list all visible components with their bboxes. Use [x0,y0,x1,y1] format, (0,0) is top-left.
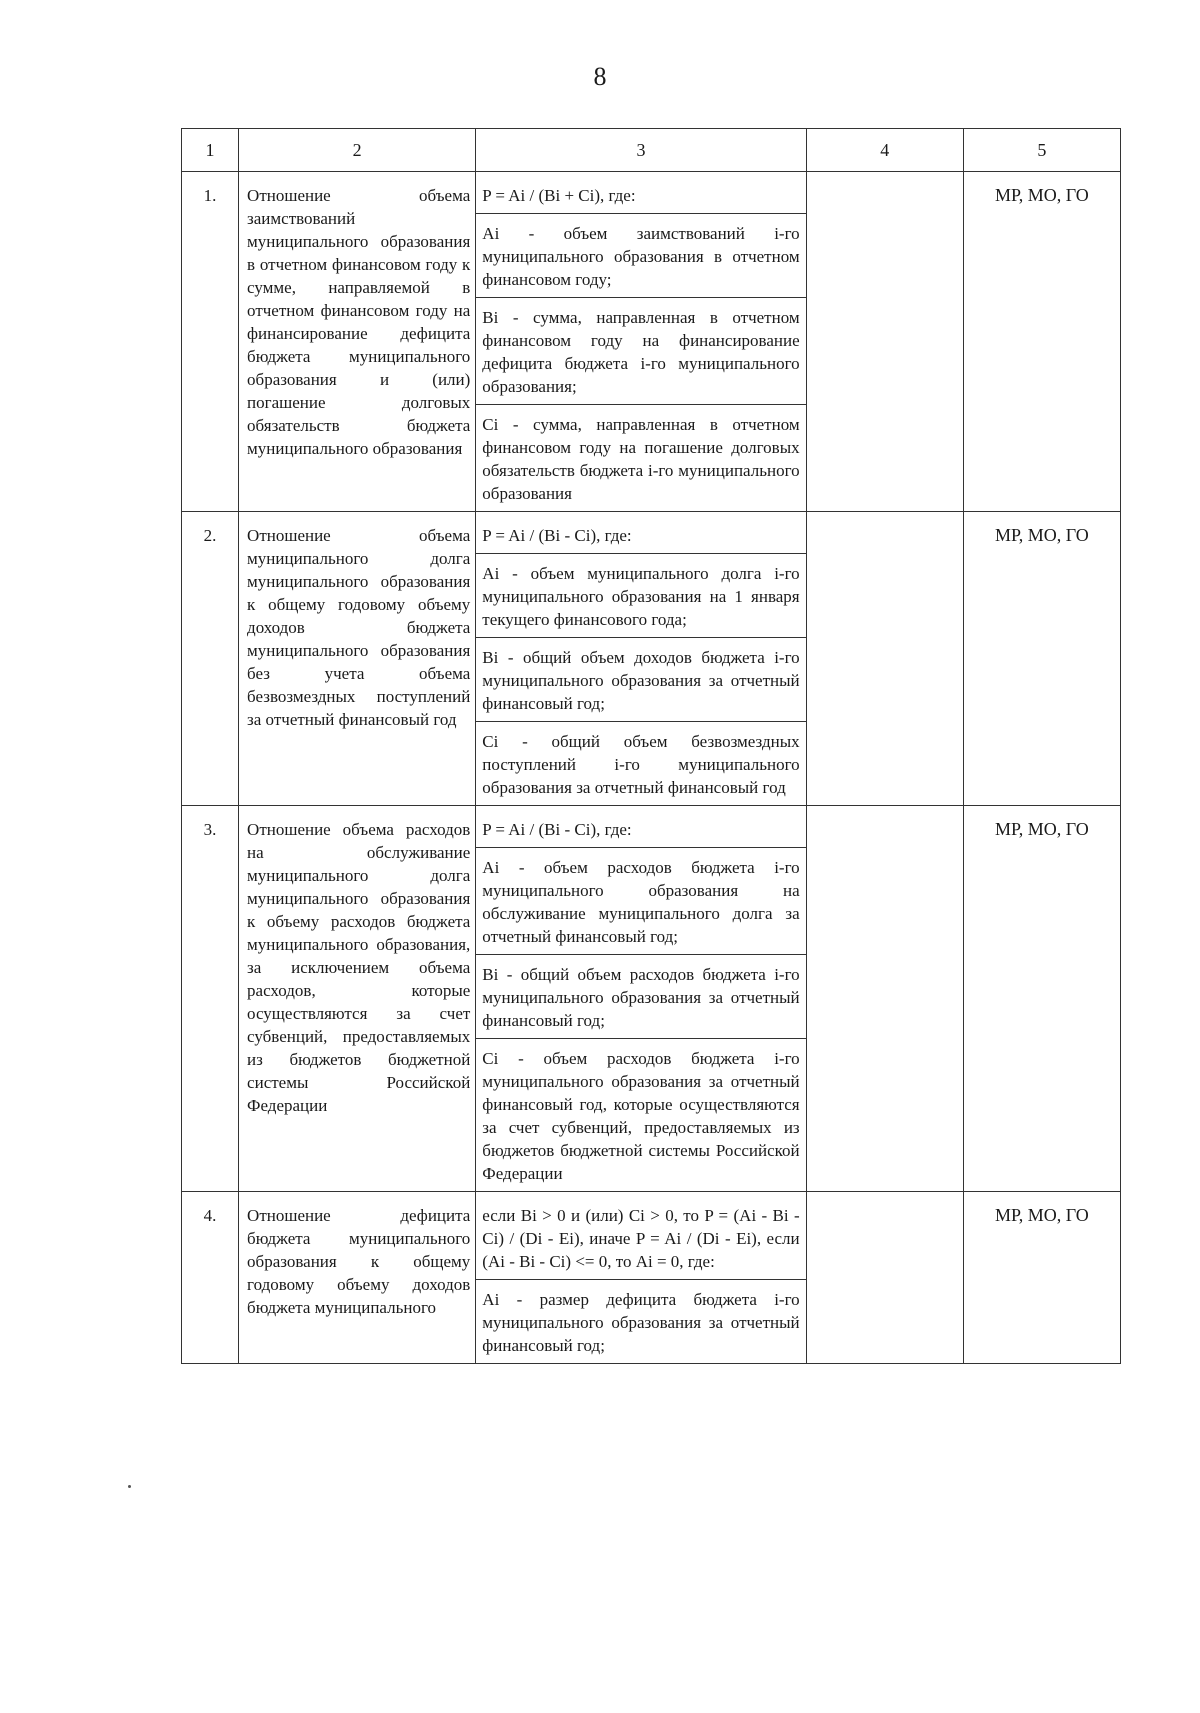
formula-cell [476,1192,806,1364]
formula-text: P = Ai / (Bi - Ci), где: [476,806,805,848]
table-row [182,1192,1121,1364]
variable-definition: Ci - общий объем безвозмездных поступлений i-го муниципального образования за отчетный финансовый год [482,732,800,797]
table-row [182,172,1121,512]
variable-definition: Bi - сумма, направленная в отчетном финансовом году на финансирование дефицита бюджета i-го муниципального образования; [476,298,805,405]
header-col-2: 2 [239,129,476,172]
variable-definition: Bi - общий объем расходов бюджета i-го муниципального образования за отчетный финансовый год; [476,955,805,1039]
indicator-name: Отношение объема муниципального долга муниципального образования к общему годовому объему доходов бюджета муниципального образования без учета объема безвозмездных поступлений за отчетный финансовый год [239,512,476,806]
row-number: 3. [182,806,239,1192]
formula-cell [476,512,806,806]
col4-cell [806,806,963,1192]
col4-cell [806,1192,963,1364]
indicator-name: Отношение дефицита бюджета муниципального образования к общему годовому объему доходов бюджета муниципального [239,1192,476,1364]
header-row [182,129,1121,172]
header-col-3: 3 [476,129,806,172]
table-row [182,512,1121,806]
level-cell: МР, МО, ГО [963,172,1120,512]
scan-speck [128,1485,131,1488]
header-col-1: 1 [182,129,239,172]
indicator-name: Отношение объема расходов на обслуживание муниципального долга муниципального образования к объему расходов бюджета муниципального образования, за исключением объема расходов, которые осуществляются за счет субвенций, предоставляемых из бюджетов бюджетной системы Российской Федерации [239,806,476,1192]
variable-definition: Ci - сумма, направленная в отчетном финансовом году на погашение долговых обязательств бюджета i-го муниципального образования [482,415,800,503]
formula-text: P = Ai / (Bi + Ci), где: [476,172,805,214]
level-cell: МР, МО, ГО [963,1192,1120,1364]
formula-cell [476,172,806,512]
indicator-name: Отношение объема заимствований муниципального образования в отчетном финансовом году к сумме, направляемой в отчетном финансовом году на финансирование дефицита бюджета муниципального образования и (или) погашение долговых обязательств бюджета муниципального образования [239,172,476,512]
level-cell: МР, МО, ГО [963,806,1120,1192]
formula-text: если Bi > 0 и (или) Ci > 0, то P = (Ai - Bi - Ci) / (Di - Ei), иначе P = Ai / (Di - Ei), если (Ai - Bi - Ci) <= 0, то Ai = 0, где: [476,1192,805,1280]
formula-cell [476,806,806,1192]
variable-definition: Ai - объем заимствований i-го муниципального образования в отчетном финансовом году; [476,214,805,298]
variable-definition: Ai - объем муниципального долга i-го муниципального образования на 1 января текущего финансового года; [476,554,805,638]
row-number: 2. [182,512,239,806]
variable-definition: Bi - общий объем доходов бюджета i-го муниципального образования за отчетный финансовый год; [476,638,805,722]
table-row [182,806,1121,1192]
level-cell: МР, МО, ГО [963,512,1120,806]
col4-cell [806,512,963,806]
variable-definition: Ci - объем расходов бюджета i-го муниципального образования за отчетный финансовый год, которые осуществляются за счет субвенций, предоставляемых из бюджетов бюджетной системы Российской Федерации [482,1049,800,1183]
header-col-4: 4 [806,129,963,172]
col4-cell [806,172,963,512]
header-col-5: 5 [963,129,1120,172]
row-number: 4. [182,1192,239,1364]
row-number: 1. [182,172,239,512]
formula-text: P = Ai / (Bi - Ci), где: [476,512,805,554]
indicators-table [181,128,1121,1364]
variable-definition: Ai - размер дефицита бюджета i-го муниципального образования за отчетный финансовый год; [482,1290,800,1355]
variable-definition: Ai - объем расходов бюджета i-го муниципального образования на обслуживание муниципального долга за отчетный финансовый год; [476,848,805,955]
page-number: 8 [593,62,607,91]
